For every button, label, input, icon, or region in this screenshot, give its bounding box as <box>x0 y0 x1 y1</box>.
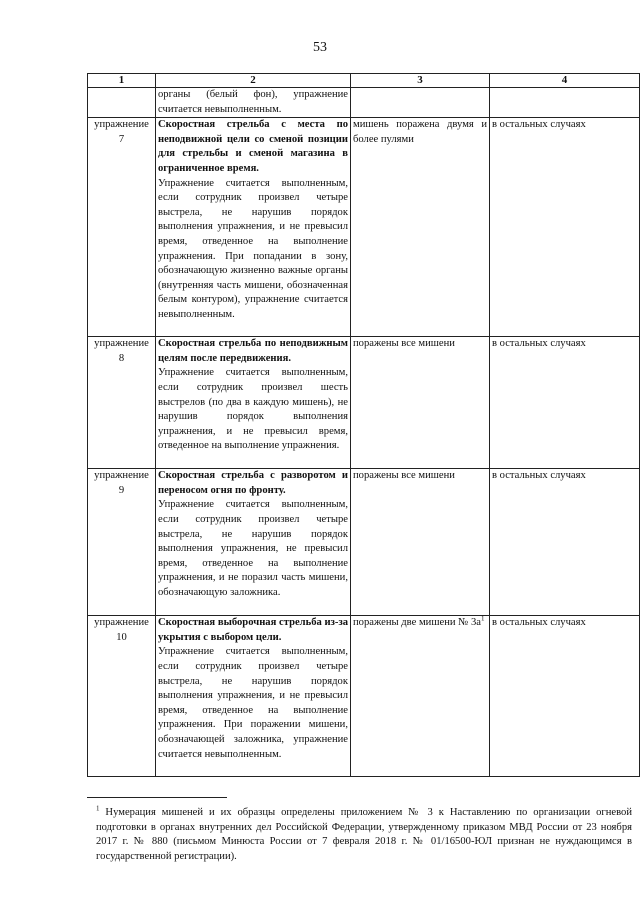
fail-criterion: в остальных случаях <box>492 470 586 482</box>
exercise-label: упражнение <box>94 338 149 350</box>
exercise-number-cell <box>88 469 156 616</box>
fail-criterion-cell <box>490 118 640 337</box>
exercise-description-cell <box>156 337 351 469</box>
pass-criterion: поражены две мишени № 3а <box>353 617 481 629</box>
column-header-1: 1 <box>88 74 156 88</box>
fail-criterion: в остальных случаях <box>492 617 586 629</box>
table-row <box>88 337 640 469</box>
exercise-number: 10 <box>116 631 127 643</box>
fail-criterion-cell <box>490 469 640 616</box>
pass-criterion: мишень поражена двумя и более пулями <box>353 119 487 145</box>
exercise-conditions: Упражнение считается выполненным, если сотрудник произвел шесть выстрелов (по два в каждую мишень), не нарушив порядок выполнения упражнения, и не превысил время, отведенное на выполнение упражнения. <box>158 367 348 452</box>
fail-criterion-cell <box>490 337 640 469</box>
exercise-number-cell <box>88 616 156 777</box>
pass-criterion: поражены все мишени <box>353 470 455 482</box>
continuation-text: органы (белый фон), упражнение считается невыполненным. <box>156 88 351 118</box>
continuation-row <box>88 88 640 118</box>
exercise-title: Скоростная выборочная стрельба из-за укрытия с выбором цели. <box>158 617 348 643</box>
table-row <box>88 469 640 616</box>
exercise-conditions: Упражнение считается выполненным, если сотрудник произвел четыре выстрела, не нарушив порядок выполнения упражнения, не превысил время, отведенное на выполнение упражнения, и не поразил часть мишени, обозначающую заложника. <box>158 499 348 598</box>
exercise-description-cell <box>156 616 351 777</box>
exercise-number-cell <box>88 118 156 337</box>
table-header-row <box>88 74 640 88</box>
fail-criterion-cell <box>490 616 640 777</box>
table-row <box>88 118 640 337</box>
pass-criterion-cell <box>351 616 490 777</box>
footnote-text: Нумерация мишеней и их образцы определены приложением № 3 к Наставлению по организации огневой подготовки в органах внутренних дел Российской Федерации, утвержденному приказом МВД России от 23 ноября 2017 г. № 880 (письмом Минюста России от 7 февраля 2018 г. № 01/16500-ЮЛ признан не нуждающимся в государственной регистрации). <box>96 807 632 862</box>
column-header-4: 4 <box>490 74 640 88</box>
exercise-number-cell <box>88 337 156 469</box>
exercise-title: Скоростная стрельба с места по неподвижной цели со сменой позиции для стрельбы и сменой магазина в ограниченное время. <box>158 119 348 174</box>
pass-criterion-cell <box>351 337 490 469</box>
exercise-label: упражнение <box>94 617 149 629</box>
page-number: 53 <box>313 40 327 55</box>
continuation-empty-cell <box>351 88 490 118</box>
exercise-number: 7 <box>118 133 125 145</box>
exercise-conditions: Упражнение считается выполненным, если сотрудник произвел четыре выстрела, не нарушив порядок выполнения упражнения, и не превысил время, отведенное на выполнение упражнения. При попадании в зону, обозначающую жизненно важные органы (внутренняя часть мишени, обозначенная белым контуром), упражнение считается невыполненным. <box>158 177 348 320</box>
pass-criterion-cell <box>351 469 490 616</box>
exercise-label: упражнение <box>94 470 149 482</box>
continuation-empty-cell <box>88 88 156 118</box>
pass-criterion: поражены все мишени <box>353 338 455 350</box>
column-header-2: 2 <box>156 74 351 88</box>
continuation-empty-cell <box>490 88 640 118</box>
column-header-3: 3 <box>351 74 490 88</box>
fail-criterion: в остальных случаях <box>492 338 586 350</box>
footnote-divider <box>87 797 227 798</box>
exercise-table <box>87 73 640 777</box>
exercise-label: упражнение <box>94 119 149 131</box>
footnote-marker: 1 <box>96 804 100 813</box>
exercise-number: 8 <box>118 352 125 364</box>
table-row <box>88 616 640 777</box>
exercise-number: 9 <box>118 484 125 496</box>
pass-criterion-cell <box>351 118 490 337</box>
fail-criterion: в остальных случаях <box>492 119 586 131</box>
exercise-title: Скоростная стрельба по неподвижным целям после передвижения. <box>158 338 348 364</box>
exercise-description-cell <box>156 469 351 616</box>
footnote <box>96 806 632 864</box>
exercise-conditions: Упражнение считается выполненным, если сотрудник произвел четыре выстрела, не нарушив порядок выполнения упражнения, и не превысил время, отведенное на выполнение упражнения. При поражении мишени, обозначающей заложника, упражнение считается невыполненным. <box>158 646 348 760</box>
footnote-reference: 1 <box>480 614 485 623</box>
exercise-description-cell <box>156 118 351 337</box>
exercise-title: Скоростная стрельба с разворотом и переносом огня по фронту. <box>158 470 348 496</box>
